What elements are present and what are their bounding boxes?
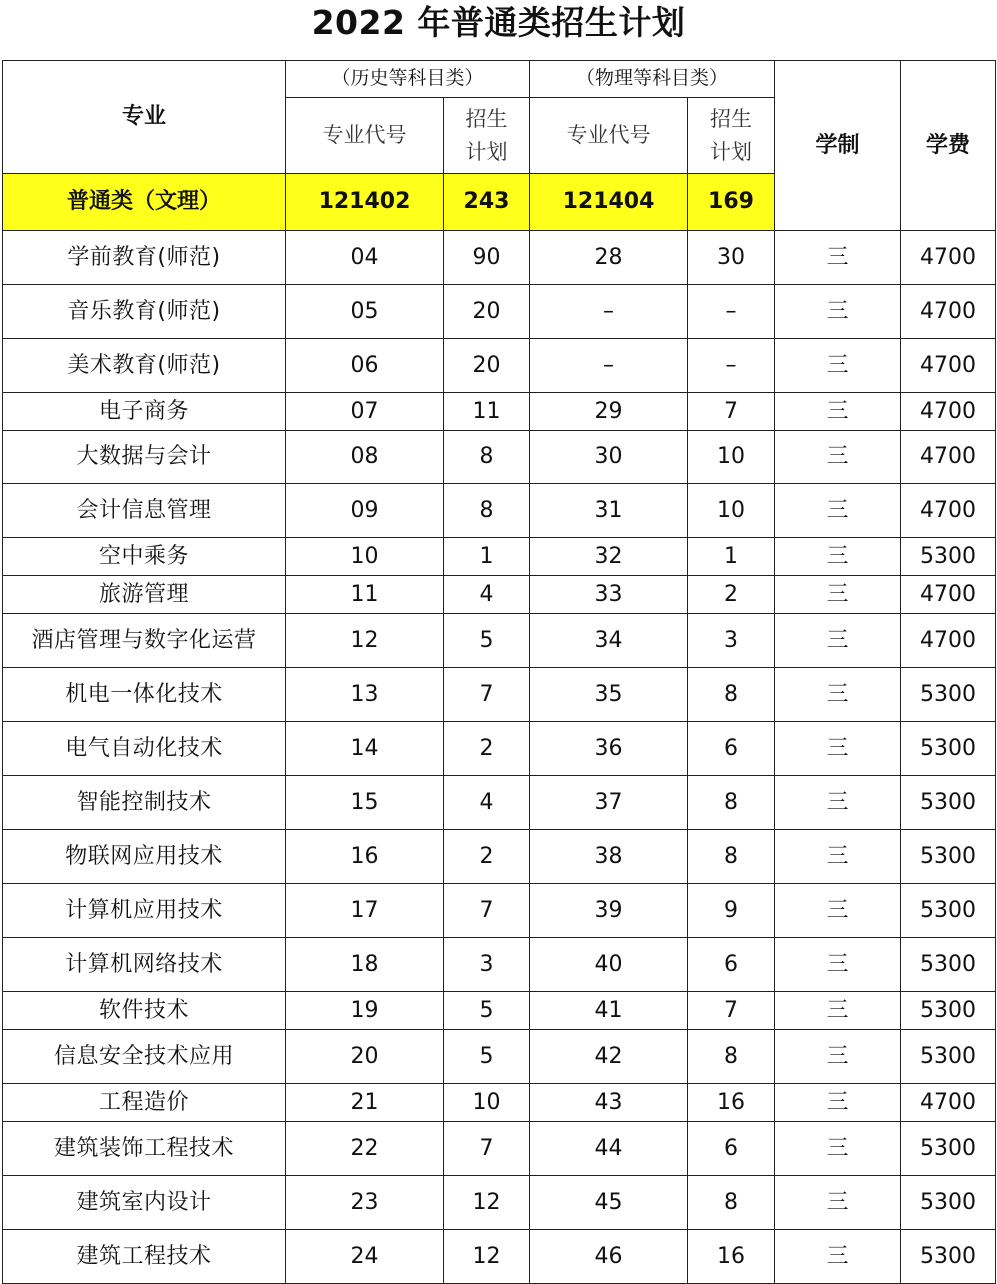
cell-major: 信息安全技术应用 <box>3 1030 286 1084</box>
header-physics-code: 专业代号 <box>530 98 688 174</box>
table-row <box>3 884 996 938</box>
cell-duration: 三 <box>775 884 901 938</box>
cell-duration: 三 <box>775 538 901 576</box>
cell-duration: 三 <box>775 339 901 393</box>
cell-fee: 4700 <box>901 1084 996 1122</box>
table-row <box>3 992 996 1030</box>
cell-duration: 三 <box>775 393 901 431</box>
cell-history-code: 16 <box>286 830 444 884</box>
header-physics-group: （物理等科目类） <box>530 61 775 98</box>
summary-name: 普通类（文理） <box>3 174 286 231</box>
cell-major: 软件技术 <box>3 992 286 1030</box>
plan-label-line2: 计划 <box>465 139 508 164</box>
cell-fee: 5300 <box>901 830 996 884</box>
cell-fee: 4700 <box>901 285 996 339</box>
cell-major: 会计信息管理 <box>3 484 286 538</box>
header-row-groups <box>3 61 996 98</box>
header-physics-plan <box>688 98 775 174</box>
cell-duration: 三 <box>775 668 901 722</box>
cell-history-plan: 5 <box>444 614 530 668</box>
cell-major: 建筑装饰工程技术 <box>3 1122 286 1176</box>
cell-major: 空中乘务 <box>3 538 286 576</box>
table-row <box>3 830 996 884</box>
cell-physics-code: 42 <box>530 1030 688 1084</box>
cell-history-plan: 90 <box>444 231 530 285</box>
cell-physics-code: 39 <box>530 884 688 938</box>
cell-history-code: 04 <box>286 231 444 285</box>
cell-duration: 三 <box>775 576 901 614</box>
cell-duration: 三 <box>775 1030 901 1084</box>
cell-duration: 三 <box>775 431 901 484</box>
cell-physics-plan: 7 <box>688 992 775 1030</box>
cell-physics-plan: 10 <box>688 484 775 538</box>
cell-major: 美术教育(师范) <box>3 339 286 393</box>
cell-history-code: 17 <box>286 884 444 938</box>
cell-history-code: 23 <box>286 1176 444 1230</box>
cell-fee: 4700 <box>901 339 996 393</box>
table-row <box>3 285 996 339</box>
cell-physics-plan: 10 <box>688 431 775 484</box>
cell-physics-code: 33 <box>530 576 688 614</box>
cell-major: 机电一体化技术 <box>3 668 286 722</box>
cell-physics-plan: 3 <box>688 614 775 668</box>
cell-fee: 5300 <box>901 722 996 776</box>
cell-physics-plan: – <box>688 339 775 393</box>
cell-physics-code: 36 <box>530 722 688 776</box>
table-row <box>3 1230 996 1284</box>
summary-physics-code: 121404 <box>530 174 688 231</box>
table-row <box>3 1084 996 1122</box>
cell-fee: 4700 <box>901 484 996 538</box>
cell-history-code: 22 <box>286 1122 444 1176</box>
table-row <box>3 722 996 776</box>
cell-history-plan: 7 <box>444 668 530 722</box>
cell-fee: 4700 <box>901 431 996 484</box>
cell-duration: 三 <box>775 830 901 884</box>
cell-duration: 三 <box>775 1122 901 1176</box>
cell-duration: 三 <box>775 484 901 538</box>
cell-history-plan: 4 <box>444 576 530 614</box>
cell-history-plan: 3 <box>444 938 530 992</box>
cell-duration: 三 <box>775 614 901 668</box>
cell-fee: 5300 <box>901 1176 996 1230</box>
cell-fee: 4700 <box>901 231 996 285</box>
cell-history-plan: 8 <box>444 484 530 538</box>
cell-fee: 5300 <box>901 1030 996 1084</box>
cell-fee: 4700 <box>901 614 996 668</box>
cell-history-plan: 7 <box>444 1122 530 1176</box>
cell-physics-code: 30 <box>530 431 688 484</box>
cell-history-plan: 10 <box>444 1084 530 1122</box>
cell-fee: 4700 <box>901 576 996 614</box>
cell-history-code: 20 <box>286 1030 444 1084</box>
cell-duration: 三 <box>775 776 901 830</box>
table-row <box>3 668 996 722</box>
plan-label-line1: 招生 <box>710 106 753 131</box>
header-history-plan <box>444 98 530 174</box>
cell-history-plan: 1 <box>444 538 530 576</box>
cell-physics-plan: 1 <box>688 538 775 576</box>
cell-major: 智能控制技术 <box>3 776 286 830</box>
cell-history-plan: 2 <box>444 722 530 776</box>
cell-history-code: 05 <box>286 285 444 339</box>
cell-physics-code: – <box>530 285 688 339</box>
table-row <box>3 393 996 431</box>
cell-major: 计算机网络技术 <box>3 938 286 992</box>
cell-duration: 三 <box>775 285 901 339</box>
header-history-code: 专业代号 <box>286 98 444 174</box>
cell-physics-plan: 9 <box>688 884 775 938</box>
table-row <box>3 1176 996 1230</box>
cell-history-plan: 8 <box>444 431 530 484</box>
cell-physics-code: 29 <box>530 393 688 431</box>
cell-duration: 三 <box>775 1176 901 1230</box>
cell-fee: 5300 <box>901 668 996 722</box>
cell-history-code: 06 <box>286 339 444 393</box>
plan-label-line2: 计划 <box>710 139 753 164</box>
cell-history-plan: 20 <box>444 339 530 393</box>
cell-duration: 三 <box>775 938 901 992</box>
header-major: 专业 <box>3 61 286 174</box>
cell-fee: 5300 <box>901 992 996 1030</box>
cell-major: 大数据与会计 <box>3 431 286 484</box>
cell-history-code: 24 <box>286 1230 444 1284</box>
cell-history-plan: 5 <box>444 1030 530 1084</box>
cell-major: 酒店管理与数字化运营 <box>3 614 286 668</box>
cell-history-code: 13 <box>286 668 444 722</box>
cell-major: 物联网应用技术 <box>3 830 286 884</box>
cell-major: 旅游管理 <box>3 576 286 614</box>
cell-major: 计算机应用技术 <box>3 884 286 938</box>
cell-physics-code: 41 <box>530 992 688 1030</box>
plan-label-line1: 招生 <box>465 106 508 131</box>
cell-fee: 5300 <box>901 938 996 992</box>
cell-duration: 三 <box>775 1084 901 1122</box>
cell-physics-plan: 8 <box>688 1176 775 1230</box>
cell-history-code: 18 <box>286 938 444 992</box>
cell-major: 音乐教育(师范) <box>3 285 286 339</box>
cell-physics-plan: 30 <box>688 231 775 285</box>
cell-physics-code: 32 <box>530 538 688 576</box>
cell-fee: 4700 <box>901 393 996 431</box>
header-history-group: （历史等科目类） <box>286 61 530 98</box>
cell-physics-plan: 16 <box>688 1230 775 1284</box>
table-row <box>3 576 996 614</box>
cell-fee: 5300 <box>901 1122 996 1176</box>
cell-physics-code: – <box>530 339 688 393</box>
cell-major: 工程造价 <box>3 1084 286 1122</box>
cell-physics-code: 43 <box>530 1084 688 1122</box>
cell-history-plan: 4 <box>444 776 530 830</box>
cell-history-code: 11 <box>286 576 444 614</box>
cell-physics-code: 37 <box>530 776 688 830</box>
summary-history-plan: 243 <box>444 174 530 231</box>
cell-history-code: 14 <box>286 722 444 776</box>
page-title: 2022 年普通类招生计划 <box>311 3 686 42</box>
cell-history-code: 21 <box>286 1084 444 1122</box>
summary-physics-plan: 169 <box>688 174 775 231</box>
cell-major: 建筑室内设计 <box>3 1176 286 1230</box>
table-row <box>3 1122 996 1176</box>
table-row <box>3 231 996 285</box>
table-row <box>3 339 996 393</box>
cell-major: 学前教育(师范) <box>3 231 286 285</box>
cell-history-code: 12 <box>286 614 444 668</box>
cell-physics-plan: – <box>688 285 775 339</box>
header-fee: 学费 <box>901 61 996 231</box>
cell-history-code: 08 <box>286 431 444 484</box>
cell-physics-code: 34 <box>530 614 688 668</box>
cell-physics-plan: 6 <box>688 1122 775 1176</box>
cell-physics-plan: 6 <box>688 722 775 776</box>
cell-history-plan: 12 <box>444 1230 530 1284</box>
cell-history-code: 07 <box>286 393 444 431</box>
cell-physics-plan: 8 <box>688 776 775 830</box>
cell-physics-code: 40 <box>530 938 688 992</box>
cell-duration: 三 <box>775 992 901 1030</box>
cell-major: 建筑工程技术 <box>3 1230 286 1284</box>
enrollment-plan-table <box>2 60 996 1284</box>
cell-history-plan: 11 <box>444 393 530 431</box>
cell-fee: 5300 <box>901 776 996 830</box>
cell-fee: 5300 <box>901 884 996 938</box>
table-row <box>3 776 996 830</box>
header-duration: 学制 <box>775 61 901 231</box>
cell-history-plan: 20 <box>444 285 530 339</box>
summary-history-code: 121402 <box>286 174 444 231</box>
cell-physics-code: 38 <box>530 830 688 884</box>
cell-physics-code: 45 <box>530 1176 688 1230</box>
table-row <box>3 431 996 484</box>
cell-fee: 5300 <box>901 538 996 576</box>
cell-history-plan: 7 <box>444 884 530 938</box>
cell-history-code: 19 <box>286 992 444 1030</box>
table-row <box>3 938 996 992</box>
cell-duration: 三 <box>775 231 901 285</box>
cell-physics-plan: 2 <box>688 576 775 614</box>
cell-physics-code: 46 <box>530 1230 688 1284</box>
cell-physics-code: 44 <box>530 1122 688 1176</box>
cell-history-plan: 12 <box>444 1176 530 1230</box>
cell-physics-plan: 8 <box>688 1030 775 1084</box>
cell-duration: 三 <box>775 722 901 776</box>
cell-physics-plan: 7 <box>688 393 775 431</box>
cell-physics-code: 35 <box>530 668 688 722</box>
cell-major: 电子商务 <box>3 393 286 431</box>
cell-physics-code: 31 <box>530 484 688 538</box>
cell-history-code: 10 <box>286 538 444 576</box>
table-row <box>3 1030 996 1084</box>
table-row <box>3 614 996 668</box>
cell-history-plan: 2 <box>444 830 530 884</box>
cell-physics-plan: 8 <box>688 668 775 722</box>
cell-major: 电气自动化技术 <box>3 722 286 776</box>
cell-physics-plan: 6 <box>688 938 775 992</box>
table-row <box>3 484 996 538</box>
cell-history-code: 15 <box>286 776 444 830</box>
cell-history-plan: 5 <box>444 992 530 1030</box>
cell-physics-plan: 8 <box>688 830 775 884</box>
cell-duration: 三 <box>775 1230 901 1284</box>
cell-physics-code: 28 <box>530 231 688 285</box>
cell-physics-plan: 16 <box>688 1084 775 1122</box>
cell-fee: 5300 <box>901 1230 996 1284</box>
table-row <box>3 538 996 576</box>
cell-history-code: 09 <box>286 484 444 538</box>
